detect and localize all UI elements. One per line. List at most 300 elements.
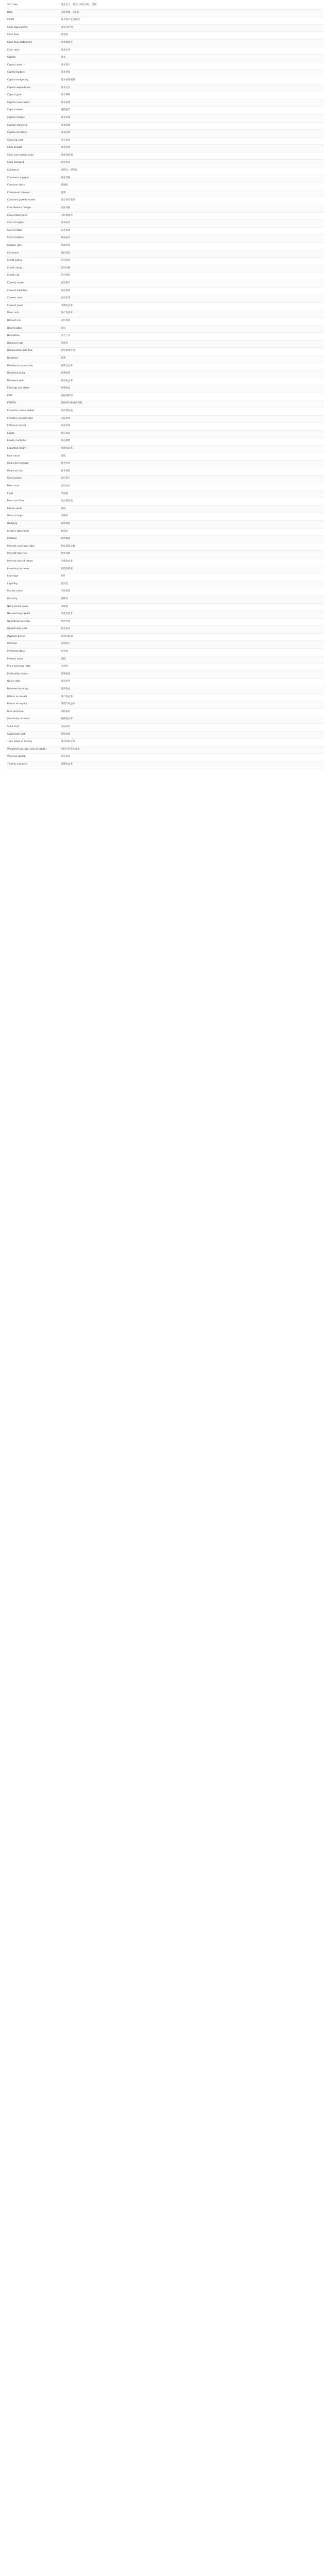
glossary-term: Capital budgeting (7, 77, 61, 84)
glossary-term: Derivative (7, 333, 61, 341)
glossary-term: Commercial paper (7, 175, 61, 182)
glossary-row (7, 746, 324, 754)
glossary-term: Depreciation (7, 325, 61, 333)
glossary-row (7, 498, 324, 506)
glossary-row (7, 197, 324, 205)
glossary-term: Net working capital (7, 611, 61, 619)
glossary-term: Sensitivity analysis (7, 716, 61, 724)
glossary-term: Capital structure (7, 130, 61, 138)
glossary-row (7, 596, 324, 603)
glossary-row (7, 566, 324, 573)
glossary-row (7, 205, 324, 213)
glossary-term: Retained earnings (7, 686, 61, 694)
glossary-term: Weighted average cost of capital (7, 746, 61, 754)
glossary-row (7, 92, 324, 100)
glossary-row (7, 310, 324, 318)
glossary-term: Interest coverage ratio (7, 543, 61, 551)
glossary-term: Collateral (7, 167, 61, 175)
glossary-definition: 股东权益 (61, 430, 324, 438)
glossary-term: Risk premium (7, 708, 61, 716)
glossary-definition: 资本预算编制 (61, 77, 324, 84)
glossary-row (7, 558, 324, 566)
glossary-row (7, 664, 324, 671)
glossary-row (7, 273, 324, 280)
glossary-term: Capital lease (7, 107, 61, 115)
glossary-term: Portfolio (7, 641, 61, 649)
glossary-term: Equity multiplier (7, 438, 61, 446)
glossary-row (7, 167, 324, 175)
glossary-definition: 经营杠杆 (61, 618, 324, 626)
glossary-term: Cost of capital (7, 220, 61, 228)
glossary-row (7, 618, 324, 626)
glossary-definition: 信用评级 (61, 265, 324, 273)
glossary-row (7, 152, 324, 160)
glossary-definition: 利润表 (61, 528, 324, 536)
glossary-definition: 商业票据 (61, 175, 324, 182)
glossary-definition: 终值 (61, 505, 324, 513)
glossary-term: Covenant (7, 250, 61, 258)
glossary-row (7, 280, 324, 287)
glossary-definition: 股利 (61, 355, 324, 363)
glossary-term: Earnings per share (7, 385, 61, 393)
glossary-term: Return on equity (7, 701, 61, 709)
glossary-row (7, 468, 324, 476)
glossary-row (7, 258, 324, 265)
glossary-term: Dividend (7, 355, 61, 363)
glossary-term: Liquidity (7, 581, 61, 588)
glossary-row (7, 581, 324, 588)
glossary-term: Credit risk (7, 273, 61, 280)
glossary-term: Cash ratio (7, 47, 61, 55)
glossary-definition: 净资产收益率 (61, 701, 324, 709)
glossary-row (7, 190, 324, 197)
glossary-definition: 预期收益率 (61, 446, 324, 453)
glossary-definition: 流动负债 (61, 287, 324, 295)
glossary-row (7, 415, 324, 423)
glossary-definition: 系统风险 (61, 731, 324, 739)
glossary-definition: 速动比率 (61, 679, 324, 686)
glossary-term: Market value (7, 588, 61, 596)
glossary-row (7, 520, 324, 528)
glossary-definition: 可转换债券 (61, 212, 324, 220)
glossary-definition: 浮游量 (61, 490, 324, 498)
glossary-definition: 现金等价物 (61, 24, 324, 32)
glossary-term: Cash equivalents (7, 24, 61, 32)
glossary-term: Equity (7, 430, 61, 438)
glossary-term: Leverage (7, 573, 61, 581)
glossary-definition: 财务杠杆 (61, 461, 324, 468)
glossary-row (7, 220, 324, 228)
glossary-row (7, 400, 324, 408)
glossary-row (7, 649, 324, 656)
glossary-definition: 风险溢价 (61, 708, 324, 716)
glossary-definition: 债务成本 (61, 227, 324, 235)
glossary-definition: 信用风险 (61, 273, 324, 280)
glossary-term: Yield to maturity (7, 761, 61, 769)
glossary-term: Capital investment (7, 99, 61, 107)
glossary-definition: 资本 (61, 55, 324, 62)
glossary-row (7, 393, 324, 400)
glossary-definition: 资本资产定价模型 (61, 17, 324, 25)
glossary-row (7, 536, 324, 544)
glossary-term: Cash discount (7, 160, 61, 167)
glossary-term: Opportunity cost (7, 626, 61, 634)
glossary-term: Credit policy (7, 258, 61, 265)
glossary-row (7, 701, 324, 709)
glossary-term: Cost of equity (7, 235, 61, 243)
glossary-row (7, 378, 324, 385)
glossary-term: Coupon rate (7, 243, 61, 250)
glossary-term: Interest rate risk (7, 551, 61, 558)
glossary-row (7, 430, 324, 438)
glossary-row (7, 212, 324, 220)
glossary-row (7, 483, 324, 491)
glossary-term: Economic value added (7, 408, 61, 416)
glossary-row (7, 243, 324, 250)
glossary-term: Beta (7, 9, 61, 17)
glossary-term: Discounted cash flow (7, 348, 61, 355)
glossary-row (7, 513, 324, 521)
glossary-term: Hedging (7, 520, 61, 528)
glossary-definition: 贝塔系数、β系数 (61, 9, 324, 17)
glossary-row (7, 363, 324, 370)
glossary-row (7, 739, 324, 747)
glossary-definition: 资本成本 (61, 220, 324, 228)
glossary-row (7, 671, 324, 679)
glossary-definition: 流动比率 (61, 295, 324, 303)
glossary-row (7, 227, 324, 235)
glossary-term: Face value (7, 453, 61, 461)
glossary-definition: 现值 (61, 656, 324, 664)
glossary-definition: 内部收益率 (61, 558, 324, 566)
glossary-term: Internal rate of return (7, 558, 61, 566)
glossary-term: Operating leverage (7, 618, 61, 626)
glossary-term: Expected return (7, 446, 61, 453)
glossary-definition: 权益乘数 (61, 438, 324, 446)
glossary-term: Debt ratio (7, 310, 61, 318)
glossary-term: Current liabilities (7, 287, 61, 295)
glossary-definition: 套期保值 (61, 520, 324, 528)
glossary-definition: 现金周转期 (61, 152, 324, 160)
glossary-definition: 资本资产 (61, 62, 324, 70)
glossary-definition: 复利 (61, 190, 324, 197)
glossary-row (7, 641, 324, 649)
glossary-term: Time value of money (7, 739, 61, 747)
glossary-definition: 杠杆 (61, 573, 324, 581)
glossary-row (7, 84, 324, 92)
glossary-definition: 现金比率 (61, 47, 324, 55)
glossary-term: EBIT (7, 393, 61, 400)
glossary-row (7, 137, 324, 145)
glossary-row (7, 340, 324, 348)
glossary-definition: 资本市场 (61, 114, 324, 122)
glossary-term: Working capital (7, 754, 61, 761)
glossary-definition: 资产负债率 (61, 310, 324, 318)
glossary-row (7, 333, 324, 341)
glossary-term: CAPM (7, 17, 61, 25)
glossary-term: Capital budget (7, 70, 61, 77)
glossary-term: Current assets (7, 280, 61, 287)
glossary-row (7, 160, 324, 167)
glossary-definition: 通货膨胀 (61, 536, 324, 544)
glossary-definition: 面值 (61, 453, 324, 461)
glossary-row (7, 32, 324, 40)
glossary-row (7, 528, 324, 536)
glossary-definition: 净营运资本 (61, 611, 324, 619)
glossary-term: Profitability index (7, 671, 61, 679)
glossary-definition: 货币时间价值 (61, 739, 324, 747)
glossary-definition: 固定资产 (61, 476, 324, 483)
glossary-definition: 财务风险 (61, 468, 324, 476)
glossary-row (7, 656, 324, 664)
glossary-term: Current yield (7, 302, 61, 310)
glossary-term: Fixed cost (7, 483, 61, 491)
glossary-row (7, 573, 324, 581)
glossary-definition: 现金为王、机会与风险分配、控制 (61, 2, 324, 9)
glossary-row (7, 708, 324, 716)
glossary-definition: 现金流 (61, 32, 324, 40)
glossary-definition: 优先股 (61, 649, 324, 656)
glossary-definition: 股息收益率 (61, 378, 324, 385)
glossary-definition: 持有成本 (61, 137, 324, 145)
glossary-definition: 当期收益率 (61, 302, 324, 310)
glossary-term: Free cash flow (7, 498, 61, 506)
glossary-term: Present value (7, 656, 61, 664)
glossary-term: Current ratio (7, 295, 61, 303)
glossary-row (7, 693, 324, 701)
glossary-definition: 违约风险 (61, 317, 324, 325)
glossary-term: Financial leverage (7, 461, 61, 468)
glossary-term: Fixed assets (7, 476, 61, 483)
glossary-definition: 流动性 (61, 581, 324, 588)
glossary-definition: 经济增加值 (61, 408, 324, 416)
glossary-definition: 现金折扣 (61, 160, 324, 167)
glossary-term: EBITDA (7, 400, 61, 408)
glossary-definition: 抵押品、担保品 (61, 167, 324, 175)
glossary-term: Net present value (7, 603, 61, 611)
glossary-term: Cash budget (7, 145, 61, 152)
glossary-definition: 现金流量表 (61, 39, 324, 47)
glossary-definition: 敏感性分析 (61, 716, 324, 724)
glossary-row (7, 99, 324, 107)
glossary-term: Common stock (7, 182, 61, 190)
glossary-row (7, 754, 324, 761)
glossary-definition: 沉没成本 (61, 724, 324, 732)
glossary-definition: 固定成本 (61, 483, 324, 491)
glossary-term: Discount rate (7, 340, 61, 348)
glossary-definition: 利息保障倍数 (61, 543, 324, 551)
glossary-row (7, 317, 324, 325)
glossary-definition: 契约条款 (61, 250, 324, 258)
glossary-row (7, 588, 324, 596)
glossary-definition: 市场价值 (61, 588, 324, 596)
glossary-term: Capital rationing (7, 122, 61, 130)
glossary-row (7, 77, 324, 84)
glossary-row (7, 543, 324, 551)
glossary-term: Dividend yield (7, 378, 61, 385)
glossary-row (7, 24, 324, 32)
glossary-term: Cost of debt (7, 227, 61, 235)
glossary-row (7, 761, 324, 769)
glossary-term: Float (7, 490, 61, 498)
glossary-definition: 票面利率 (61, 243, 324, 250)
glossary-row (7, 265, 324, 273)
glossary-term: Payback period (7, 633, 61, 641)
glossary-row (7, 114, 324, 122)
glossary-row (7, 385, 324, 393)
glossary-term: Compound interest (7, 190, 61, 197)
glossary-term: Systematic risk (7, 731, 61, 739)
glossary-definition: 边际贡献 (61, 205, 324, 213)
glossary-definition: 资产收益率 (61, 693, 324, 701)
glossary-row (7, 302, 324, 310)
glossary-row (7, 551, 324, 558)
glossary-term: 3 C rules (7, 2, 61, 9)
glossary-row (7, 55, 324, 62)
glossary-term: Capital expenditure (7, 84, 61, 92)
glossary-term: Capital gain (7, 92, 61, 100)
glossary-row (7, 423, 324, 431)
glossary-definition: 市盈率 (61, 664, 324, 671)
glossary-definition: 资本限额 (61, 122, 324, 130)
glossary-definition: 自由现金流 (61, 498, 324, 506)
glossary-term: Capital asset (7, 62, 61, 70)
glossary-definition: 权益成本 (61, 235, 324, 243)
glossary-definition: 利率风险 (61, 551, 324, 558)
glossary-term: Convertible bond (7, 212, 61, 220)
glossary-row (7, 107, 324, 115)
glossary-row (7, 122, 324, 130)
glossary-row (7, 603, 324, 611)
glossary-row (7, 446, 324, 453)
glossary-row (7, 611, 324, 619)
glossary-table (7, 2, 324, 769)
glossary-definition: 资本利得 (61, 92, 324, 100)
glossary-definition: 现金流量折现 (61, 348, 324, 355)
glossary-definition: 衍生工具 (61, 333, 324, 341)
glossary-definition: 股利支付率 (61, 363, 324, 370)
glossary-term: Dividend policy (7, 370, 61, 378)
glossary-definition: 资本投资 (61, 99, 324, 107)
glossary-row (7, 62, 324, 70)
glossary-definition: 资本支出 (61, 84, 324, 92)
glossary-term: Constant growth model (7, 197, 61, 205)
glossary-row (7, 679, 324, 686)
glossary-definition: 营运资本 (61, 754, 324, 761)
glossary-definition: 息税折旧摊销前利润 (61, 400, 324, 408)
glossary-definition: 投资组合 (61, 641, 324, 649)
glossary-row (7, 633, 324, 641)
glossary-row (7, 70, 324, 77)
glossary-term: Efficient market (7, 423, 61, 431)
glossary-row (7, 724, 324, 732)
glossary-row (7, 505, 324, 513)
glossary-definition: 融资租赁 (61, 107, 324, 115)
glossary-row (7, 325, 324, 333)
glossary-term: Effective interest rate (7, 415, 61, 423)
glossary-term: Contribution margin (7, 205, 61, 213)
glossary-definition: 流动资产 (61, 280, 324, 287)
glossary-term: Inventory turnover (7, 566, 61, 573)
glossary-row (7, 182, 324, 190)
glossary-definition: 到期收益率 (61, 761, 324, 769)
glossary-term: Sunk cost (7, 724, 61, 732)
glossary-term: Financial risk (7, 468, 61, 476)
glossary-term: Cash conversion cycle (7, 152, 61, 160)
glossary-definition: 净现值 (61, 603, 324, 611)
glossary-term: Capital market (7, 114, 61, 122)
glossary-term: Cash flow (7, 32, 61, 40)
glossary-row (7, 9, 324, 17)
glossary-row (7, 370, 324, 378)
glossary-row (7, 490, 324, 498)
glossary-definition: 折现率 (61, 340, 324, 348)
glossary-definition: 加权平均资本成本 (61, 746, 324, 754)
glossary-row (7, 355, 324, 363)
glossary-definition: 获利指数 (61, 671, 324, 679)
glossary-row (7, 130, 324, 138)
glossary-term: Return on assets (7, 693, 61, 701)
glossary-row (7, 731, 324, 739)
glossary-term: Capital (7, 55, 61, 62)
glossary-row (7, 2, 324, 9)
glossary-definition: 信用政策 (61, 258, 324, 265)
glossary-row (7, 626, 324, 634)
glossary-definition: 资本结构 (61, 130, 324, 138)
glossary-term: Inflation (7, 536, 61, 544)
glossary-term: Quick ratio (7, 679, 61, 686)
glossary-definition: 现金预算 (61, 145, 324, 152)
glossary-term: Default risk (7, 317, 61, 325)
glossary-row (7, 438, 324, 446)
glossary-definition: 到期日 (61, 596, 324, 603)
glossary-term: Dividend payout ratio (7, 363, 61, 370)
glossary-definition: 投资回收期 (61, 633, 324, 641)
glossary-row (7, 348, 324, 355)
glossary-term: Credit rating (7, 265, 61, 273)
glossary-row (7, 716, 324, 724)
glossary-row (7, 47, 324, 55)
glossary-row (7, 295, 324, 303)
glossary-term: Cash flow statement (7, 39, 61, 47)
glossary-term: Gross margin (7, 513, 61, 521)
glossary-definition: 每股收益 (61, 385, 324, 393)
glossary-definition: 留存收益 (61, 686, 324, 694)
glossary-definition: 有效市场 (61, 423, 324, 431)
glossary-term: Future value (7, 505, 61, 513)
glossary-definition: 毛利率 (61, 513, 324, 521)
glossary-row (7, 39, 324, 47)
glossary-row (7, 408, 324, 416)
glossary-term: Carrying cost (7, 137, 61, 145)
glossary-row (7, 145, 324, 152)
glossary-term: Maturity (7, 596, 61, 603)
glossary-definition: 存货周转率 (61, 566, 324, 573)
glossary-row (7, 453, 324, 461)
glossary-definition: 息税前利润 (61, 393, 324, 400)
glossary-definition: 固定增长模型 (61, 197, 324, 205)
glossary-term: Income statement (7, 528, 61, 536)
glossary-row (7, 175, 324, 182)
glossary-row (7, 250, 324, 258)
glossary-row (7, 686, 324, 694)
glossary-body (7, 2, 324, 769)
glossary-definition: 实际利率 (61, 415, 324, 423)
glossary-definition: 股利政策 (61, 370, 324, 378)
glossary-term: Price-earnings ratio (7, 664, 61, 671)
glossary-row (7, 476, 324, 483)
glossary-definition: 普通股 (61, 182, 324, 190)
